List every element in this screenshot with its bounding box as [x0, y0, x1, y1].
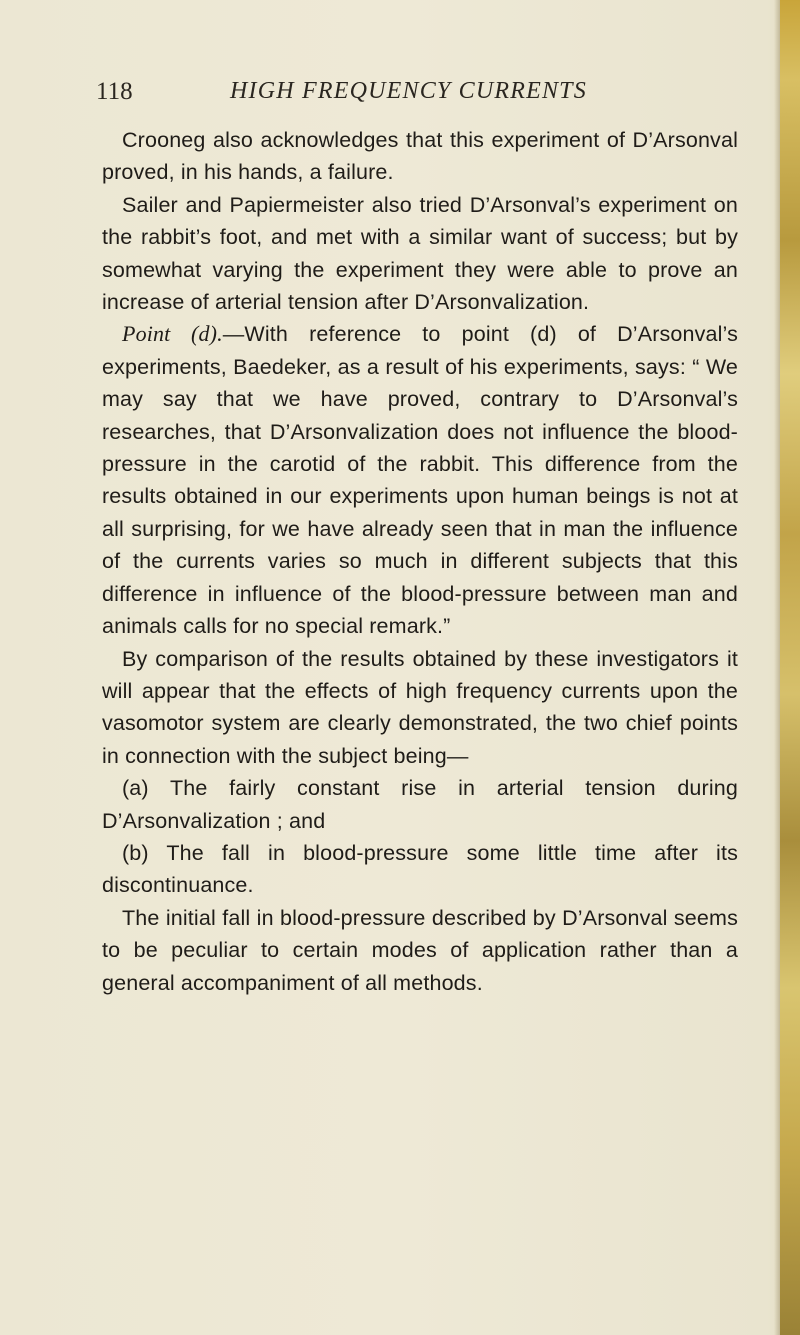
paragraph-initial-fall: The initial fall in blood-pressure described by D’Arsonval seems to be peculiar to certain modes of application rather than a general accompaniment of all methods.: [102, 905, 738, 995]
page-header: [96, 78, 736, 118]
page-number: 118: [96, 78, 133, 105]
paragraph-sailer: Sailer and Papiermeister also tried D’Arsonval’s experiment on the rabbit’s foot, and met with a similar want of success; but by somewhat varying the experiment they were able to prove an increase of arterial tension after D’Arsonvalization.: [102, 192, 738, 315]
paragraph-crooneg: Crooneg also acknowledges that this experiment of D’Arsonval proved, in his hands, a failure.: [102, 128, 738, 185]
body-text: [102, 124, 738, 999]
paragraph-comparison: By comparison of the results obtained by these investigators it will appear that the effects of high frequency currents upon the vasomotor system are clearly demonstrated, the two chief points in connection with the subject being—: [102, 646, 738, 768]
page-edge: [780, 0, 800, 1335]
point-d-text: —With reference to point (d) of D’Arsonval’s experiments, Baedeker, as a result of his experiments, says: “ We may say that we have proved, contrary to D’Arsonval’s researches, that D’Arsonvalization does not influence the blood-pressure in the carotid of the rabbit. This difference from the results obtained in our experiments upon human beings is not at all surprising, for we have already seen that in man the influence of the currents varies so much in different subjects that this difference in influence of the blood-pressure between man and animals calls for no special remark.”: [102, 322, 738, 639]
paragraph-point-a: (a) The fairly constant rise in arterial tension during D’Arsonvalization ; and: [102, 776, 738, 833]
point-d-lead: Point (d).: [122, 321, 223, 347]
paragraph-point-d: [102, 318, 738, 642]
paragraph-point-b: (b) The fall in blood-pressure some little time after its discontinuance.: [102, 840, 738, 898]
running-head: HIGH FREQUENCY CURRENTS: [230, 78, 587, 104]
